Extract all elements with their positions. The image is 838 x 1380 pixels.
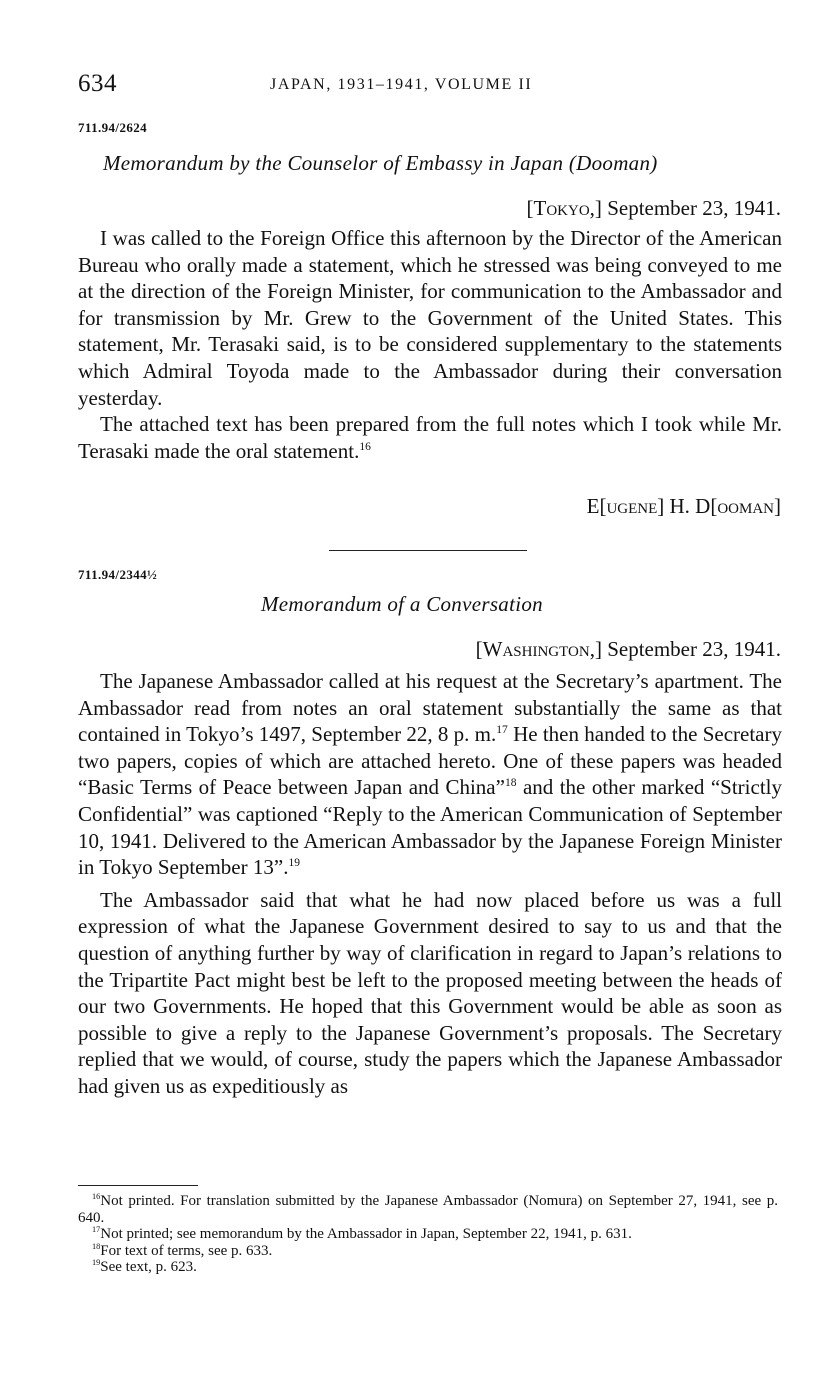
footnote-ref-18: 18	[504, 777, 517, 790]
doc2-paragraph-1-part-c: and the other marked “Strictly Confidential” was captioned “Reply to the American Communication of September 10, 1941. Delivered to the American Ambassador by the Japanese Foreign Minister in Tokyo September 13”.	[78, 775, 782, 880]
footnote-mark: 16	[92, 1192, 101, 1201]
doc2-file-reference: 711.94/2344½	[78, 567, 158, 582]
footnote-ref-19: 19	[288, 857, 300, 870]
doc1-paragraph-2	[78, 411, 782, 464]
running-title: JAPAN, 1931–1941, VOLUME II	[270, 76, 533, 93]
doc2-paragraph-1-part-b: He then handed to the Secretary two papers, copies of which are attached hereto. One of these papers was headed “Basic Terms of Peace between Japan and China”	[78, 722, 782, 800]
footnote	[78, 1243, 778, 1260]
footnote-ref-16: 16	[359, 440, 371, 453]
footnote-mark: 17	[92, 1225, 101, 1235]
doc1-dateline	[527, 196, 781, 221]
footnote-divider	[78, 1185, 198, 1186]
footnote	[78, 1259, 778, 1276]
footnotes	[78, 1193, 778, 1276]
footnote-text: For text of terms, see p. 633.	[100, 1242, 273, 1259]
footnote-mark: 18	[92, 1241, 101, 1251]
doc1-paragraph-2-text: The attached text has been prepared from the full notes which I took while Mr. Terasaki made the oral statement.	[78, 412, 782, 463]
doc2-paragraph-1-part-a: The Japanese Ambassador called at his request at the Secretary’s apartment. The Ambassador read from notes an oral statement substantially the same as that contained in Tokyo’s 1497, September 22, 8 p. m.	[78, 669, 782, 747]
doc2-body	[78, 668, 782, 1100]
footnote-text: See text, p. 623.	[100, 1259, 197, 1276]
doc1-dateline-date: September 23, 1941.	[607, 196, 781, 220]
page-number: 634	[78, 70, 117, 97]
footnote-text: Not printed; see memorandum by the Ambassador in Japan, September 22, 1941, p. 631.	[100, 1226, 632, 1243]
doc1-dateline-place: [Tokyo,]	[526, 196, 602, 220]
footnote	[78, 1193, 778, 1226]
doc1-paragraph-1: I was called to the Foreign Office this afternoon by the Director of the American Bureau who orally made a statement, which he stressed was being conveyed to me at the direction of the Foreign Minister, for communication to the Ambassador and for transmission by Mr. Grew to the Government of the United States. This statement, Mr. Terasaki said, is to be considered supplementary to the statements which Admiral Toyoda made to the Ambassador during their conversation yesterday.	[78, 226, 782, 410]
doc2-dateline-date: September 23, 1941.	[607, 637, 781, 661]
doc1-file-reference: 711.94/2624	[78, 120, 148, 135]
doc1-body	[78, 225, 782, 464]
footnote-ref-17: 17	[496, 724, 508, 737]
doc1-signature: E[ugene] H. D[ooman]	[586, 494, 781, 518]
footnote	[78, 1226, 778, 1243]
doc2-dateline	[476, 637, 781, 662]
page-header	[78, 70, 782, 104]
footnote-mark: 19	[92, 1258, 101, 1268]
section-divider	[329, 550, 527, 551]
doc2-title: Memorandum of a Conversation	[261, 592, 543, 616]
footnote-text: Not printed. For translation submitted by the Japanese Ambassador (Nomura) on September 27, 1941, see p. 640.	[78, 1193, 778, 1226]
doc2-paragraph-2: The Ambassador said that what he had now placed before us was a full expression of what the Japanese Government desired to say to us and that the question of anything further by way of clarification in regard to Japan’s relations to the Tripartite Pact might best be left to the proposed meeting between the heads of our two Governments. He hoped that this Government would be able as soon as possible to give a reply to the Japanese Government’s proposals. The Secretary replied that we would, of course, study the papers which the Japanese Ambassador had given us as expeditiously as	[78, 887, 782, 1098]
doc2-dateline-place: [Washington,]	[475, 637, 602, 661]
doc2-paragraph-1	[78, 668, 782, 881]
doc1-title: Memorandum by the Counselor of Embassy in Japan (Dooman)	[103, 151, 658, 175]
